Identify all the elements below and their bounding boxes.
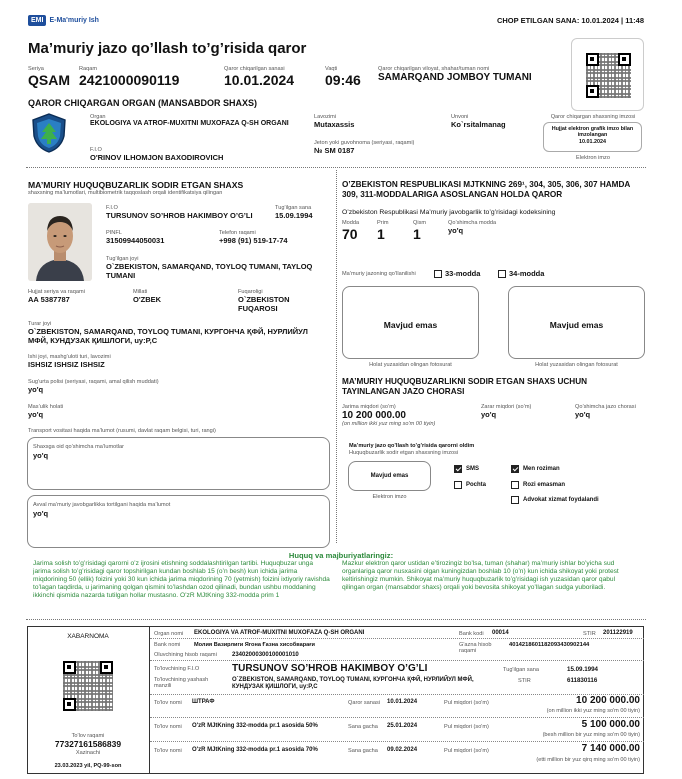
- tolov-raqami-value: 77327161586839: [54, 739, 122, 749]
- page-title: Ma’muriy jazo qo’llash to’g’risida qaror: [28, 40, 307, 57]
- pay-row-1-amount: 10 200 000.00: [576, 695, 640, 706]
- penalty-extra-value: yo'q: [575, 410, 591, 419]
- pay-row-2-amount-label: Pul miqdori (so'm): [444, 724, 489, 730]
- pay-row-1-date-label: Qaror sanasi: [348, 700, 381, 706]
- extra-info-value: yo'q: [33, 451, 49, 460]
- offender-sign-status: Mavjud emas: [370, 473, 409, 479]
- birthplace-value: O`ZBEKISTON, SAMARQAND, TOYLOQ TUMANI, TAYLOQ TUMANI: [106, 262, 313, 280]
- extra-info-box: [27, 437, 330, 490]
- date-label: Qaror chiqarilgan sanasi: [224, 66, 285, 72]
- photo-2-caption: Holat yuzasidan olingan fotosurat: [535, 362, 618, 368]
- date-value: 10.01.2024: [224, 72, 295, 88]
- offender-section-sub: shaxsning ma’lumotlari, multibiometrik taqqoslash orqali identifikatsiya qilingan: [28, 190, 223, 196]
- divider: [336, 170, 337, 543]
- region-label: Qaror chiqarilgan viloyat, shahar/tuman nomi: [378, 66, 490, 72]
- prev-info-box: [27, 495, 330, 548]
- applied-label: Ma’muriy jazoning qo’llanilishi: [342, 271, 416, 277]
- photo-1-caption: Holat yuzasidan olingan fotosurat: [369, 362, 452, 368]
- birthplace-label: Tug’ilgan joyi: [106, 256, 139, 262]
- logo-text: E-Ma'muriy Ish: [49, 17, 99, 24]
- offender-section-title: MA’MURIY HUQUQBUZARLIK SODIR ETGAN SHAXS: [28, 180, 244, 190]
- fio-label: F.I.O: [90, 147, 102, 153]
- offender-birth-label: Tug’ilgan sana: [275, 205, 312, 211]
- prev-info-label: Avval ma’muriy javobgarlikka tortilgani haqida ma’lumot: [33, 502, 171, 508]
- logo-badge: EMI: [28, 15, 46, 26]
- address-label: Turar joyi: [28, 321, 52, 327]
- offender-sign-caption: Elektron imzo: [372, 494, 407, 500]
- region-value: SAMARQAND JOMBOY TUMANI: [378, 72, 532, 83]
- jeton-label: Jeton yoki guvohnoma (seriyasi, raqami): [314, 140, 415, 146]
- rights-title: Huquq va majburiyatlaringiz:: [288, 551, 394, 560]
- pochta-checkbox[interactable]: [454, 481, 462, 489]
- pay-row-1-date: 10.01.2024: [387, 699, 418, 705]
- payer-addr-label: To'lovchining yashash manzili: [154, 677, 209, 690]
- seriya-label: Seriya: [28, 66, 44, 72]
- extra-info-label: Shaxsga oid qo’shimcha ma’lumotlar: [33, 444, 124, 450]
- inv-organ-label: Organ nomi: [154, 631, 184, 637]
- rights-right-text: Mazkur elektron qaror ustidan e’tirozingiz bo’lsa, tuman (shahar) ma’muriy ishlar bo’yicha sud organlariga qaror nusxasini olgan kuningizdan boshlab 10 (o’n) kun ichida shikoyat yoki protest keltirishingiz mumkin. Shikoyat ma’muriy huquqbuzarlik to’g’risidagi ish yuzasidan qaror qabul qilingan organ (mansabdor shaxs) orqali yoki bevosita shikoyat yo’llagan sudga yuboriladi.: [342, 560, 619, 591]
- pay-row-2-date: 25.01.2024: [387, 723, 418, 729]
- pay-row-2-date-label: Sana gacha: [348, 724, 378, 730]
- organ-value: EKOLOGIYA VA ATROF-MUXITNI MUXOFAZA Q-SH ORGANI: [90, 120, 289, 127]
- law-extra-label: Qo’shimcha modda: [448, 220, 497, 226]
- rozi-emasman-label: Rozi emasman: [523, 482, 566, 488]
- art34-checkbox[interactable]: [498, 270, 506, 278]
- organ-label: Organ: [90, 114, 106, 120]
- work-value: ISHSIZ ISHSIZ ISHSIZ: [28, 360, 105, 369]
- print-date: CHOP ETILGAN SANA: 10.01.2024 | 11:48: [496, 16, 644, 25]
- payer-stir-label: STIR: [518, 678, 531, 684]
- payer-value: TURSUNOV SO’HROB HAKIMBOY O’G’LI: [232, 663, 428, 674]
- stir-label: STIR: [583, 631, 596, 637]
- payer-birth-value: 15.09.1994: [567, 666, 598, 673]
- penalty-extra-label: Qo’shimcha jazo chorasi: [575, 404, 636, 410]
- art33-label: 33-modda: [445, 269, 481, 278]
- payer-addr-value: O`ZBEKISTON, SAMARQAND, TOYLOQ TUMANI, КУРГОНЧА ҚФЙ, НУРЛИЙУЛ МФЙ, КУНДУЗАК ҚИШЛОГИ, uy:P,C: [232, 677, 474, 690]
- sms-checkbox[interactable]: [454, 465, 462, 473]
- phone-value: +998 (91) 519-17-74: [219, 236, 288, 245]
- pay-row-1-words: (on million ikki yuz ming so'm 00 tiyin): [546, 708, 640, 714]
- rights-left-text: Jarima solish to’g’risidagi qarorni o’z ijrosini etishning soddalashtirilgan tartibi. Huquqbuzar unga jarima solish to’g’risidagi qaror topshirilgan kundan boshlab 15 (o’n besh) kun ichida jarima miqdorining 50 (ellik) foizini yoki 30 kun ichida jarima miqdorining 70 (yetmish) foizini ixtiyoriy ravishda to’lagan taqdirda, u jarimaning qolgan qismini to’lashdan ozod qilinadi, bundan ushbu moddaning ikkinchi qismida nazarda tutilgan hollar mustasno. O’zR MJtKning 332-modda prim 1: [33, 560, 330, 599]
- unvon-label: Unvoni: [451, 114, 469, 120]
- modda-label: Modda: [342, 220, 360, 226]
- raqam-label: Raqam: [79, 66, 98, 72]
- work-label: Ishi joyi, mashg’uloti turi, lavozimi: [28, 354, 111, 360]
- prim-value: 1: [377, 226, 385, 242]
- pay-row-2-words: (besh million bir yuz ming so'm 00 tiyin): [542, 732, 640, 738]
- photo-1-status: Mavjud emas: [383, 320, 438, 330]
- men-roziman-label: Men roziman: [523, 466, 560, 472]
- received-sub: Huquqbuzarlik sodir etgan shaxsning imzosi: [349, 450, 459, 456]
- photo-box-2: [508, 286, 645, 359]
- lavozim-label: Lavozimi: [314, 114, 337, 120]
- offender-birth-value: 15.09.1994: [275, 211, 313, 220]
- pochta-label: Pochta: [466, 482, 487, 488]
- xabarnoma-title: XABARNOMA: [67, 633, 109, 640]
- photo-2-status: Mavjud emas: [549, 320, 604, 330]
- organ-sign-text: Hujjat elektron grafik imzo bilan imzolangan: [551, 126, 634, 139]
- inv-organ-value: EKOLOGIYA VA ATROF-MUXITNI MUXOFAZA Q-SH ORGANI: [194, 630, 365, 636]
- pay-row-3-type: O'zR MJtKning 332-modda pr.1 asosida 70%: [192, 747, 318, 753]
- fine-words: (on million ikki yuz ming so'm 00 tiyin): [342, 421, 436, 427]
- bank-value: Молия Вазирлиги Ягона Ғазна хисобварағи: [194, 642, 315, 648]
- payer-birth-label: Tug'ilgan sana: [503, 667, 540, 673]
- pay-row-1-amount-label: Pul miqdori (so'm): [444, 700, 489, 706]
- art34-label: 34-modda: [509, 269, 545, 278]
- offender-fio-label: F.I.O: [106, 205, 118, 211]
- transport-label: Transport vositasi haqida ma’lumot (rusumi, davlat raqam belgisi, turi, rangi): [28, 428, 216, 434]
- jeton-value: № SM 0187: [314, 146, 355, 155]
- qism-label: Qism: [413, 220, 427, 226]
- payer-stir-value: 611830116: [567, 677, 598, 684]
- nation-label: Millati: [133, 289, 148, 295]
- pay-row-2-type: O'zR MJtKning 332-modda pr.1 asosida 50%: [192, 723, 318, 729]
- passport-label: Hujjat seriya va raqami: [28, 289, 85, 295]
- organ-sign-box: [543, 122, 642, 152]
- app-logo: [28, 14, 99, 27]
- prev-info-value: yo'q: [33, 509, 49, 518]
- pay-row-2-amount: 5 100 000.00: [581, 719, 640, 730]
- photo-box-1: [342, 286, 479, 359]
- bank-code-value: 00014: [492, 630, 509, 636]
- divider: [26, 167, 646, 168]
- qr-code-main: [571, 38, 644, 111]
- prim-label: Prim: [377, 220, 389, 226]
- gazna-label: G'azna hisob raqami: [459, 642, 492, 655]
- nation-value: O'ZBEK: [133, 295, 162, 304]
- payer-label: To'lovchining F.I.O: [154, 666, 200, 672]
- insurance-value: yo'q: [28, 385, 44, 394]
- insurance-label: Sug’urta polisi (seriyasi, raqami, amal qilish muddati): [28, 379, 159, 385]
- organ-section-title: QAROR CHIQARGAN ORGAN (MANSABDOR SHAXS): [28, 98, 257, 108]
- citizen-value: O`ZBEKISTON FUQAROSI: [238, 295, 290, 313]
- time-value: 09:46: [325, 72, 361, 88]
- advokat-checkbox[interactable]: [511, 496, 519, 504]
- pay-row-1-type: ШТРАФ: [192, 699, 215, 705]
- bank-code-label: Bank kodi: [459, 631, 484, 637]
- raqam-value: 2421000090119: [79, 72, 180, 88]
- damage-label: Zarar miqdori (so’m): [481, 404, 532, 410]
- time-label: Vaqti: [325, 66, 338, 72]
- qism-value: 1: [413, 226, 421, 242]
- lavozim-value: Mutaxassis: [314, 120, 355, 129]
- law-section-title: O’ZBEKISTON RESPUBLIKASI MJTKNING 269¹, 304, 305, 306, 307 HAMDA 309, 311-MODDALARIGA ASOSLANGAN HOLDA QAROR: [342, 180, 631, 199]
- unvon-value: Ko`rsitalmanag: [451, 120, 506, 129]
- phone-label: Telefon raqami: [219, 230, 256, 236]
- pay-row-3-amount-label: Pul miqdori (so'm): [444, 748, 489, 754]
- kazna-label: Xazinachi: [75, 750, 101, 756]
- invoice-left-divider: [149, 626, 150, 774]
- pay-row-3-date-label: Sana gacha: [348, 748, 378, 754]
- property-label: Mas’ulik holati: [28, 404, 64, 410]
- rozi-emasman-checkbox[interactable]: [511, 481, 519, 489]
- tolov-raqami-label: To'lov raqami: [71, 733, 105, 739]
- advokat-label: Advokat xizmat foydalandi: [523, 497, 599, 503]
- divider: [26, 619, 646, 620]
- received-label: Ma’muriy jazo qo’llash to’g’risida qarorni oldim: [349, 443, 475, 449]
- art33-checkbox[interactable]: [434, 270, 442, 278]
- modda-value: 70: [342, 226, 358, 242]
- qr-code-invoice: [63, 661, 113, 711]
- offender-fio-value: TURSUNOV SO’HROB HAKIMBOY O’G’LI: [106, 211, 253, 220]
- organ-sign-date: 10.01.2024: [579, 138, 606, 145]
- organ-sign-caption: Qaror chiqargan shaxsning imzosi: [550, 114, 636, 120]
- offender-photo: [28, 203, 92, 281]
- sms-label: SMS: [466, 466, 480, 472]
- address-value: O`ZBEKISTON, SAMARQAND, TOYLOQ TUMANI, КУРГОНЧА ҚФЙ, НУРЛИЙУЛ МФЙ, КУНДУЗАК ҚИШЛОГИ, uy:P,C: [28, 327, 308, 345]
- code-label: O’zbekiston Respublikasi Ma’muriy javobgarlik to’g’risidagi kodeksining: [342, 209, 556, 216]
- pay-row-1-type-label: To'lov nomi: [154, 700, 182, 706]
- fine-label: Jarima miqdori (so’m): [342, 404, 396, 410]
- stir-value: 201122919: [603, 630, 633, 636]
- shield-icon: [30, 112, 68, 154]
- fio-value: O'RINOV ILHOMJON BAXODIROVICH: [90, 153, 224, 162]
- offender-sign-box: [348, 461, 431, 491]
- penalty-section-title: MA’MURIY HUQUQBUZARLIKNI SODIR ETGAN SHAXS UCHUN TAYINLANGAN JAZO CHORASI: [342, 377, 588, 396]
- pay-row-3-type-label: To'lov nomi: [154, 748, 182, 754]
- acc-label: Oluvchining hisob raqami: [154, 652, 217, 658]
- citizen-label: Fuqaroligi: [238, 289, 263, 295]
- passport-value: AA 5387787: [28, 295, 70, 304]
- seriya-value: QSAM: [28, 72, 70, 88]
- fine-value: 10 200 000.00: [342, 410, 406, 421]
- kazna-date: 23.03.2023 yil, PQ-99-son: [54, 763, 122, 769]
- property-value: yo'q: [28, 410, 44, 419]
- gazna-value: 4014218601182093430902144: [509, 642, 590, 648]
- damage-value: yo'q: [481, 410, 497, 419]
- pay-row-3-date: 09.02.2024: [387, 747, 418, 753]
- pinfl-label: PINFL: [106, 230, 122, 236]
- pay-row-3-words: (etti million bir yuz qirq ming so'm 00 tiyin): [536, 757, 640, 763]
- bank-label: Bank nomi: [154, 642, 181, 648]
- pay-row-3-amount: 7 140 000.00: [581, 743, 640, 754]
- pay-row-2-type-label: To'lov nomi: [154, 724, 182, 730]
- organ-sign-footer: Elektron imzo: [576, 155, 610, 161]
- men-roziman-checkbox[interactable]: [511, 465, 519, 473]
- acc-value: 23402000300100001010: [232, 652, 299, 658]
- law-extra-value: yo'q: [448, 226, 464, 235]
- pinfl-value: 31509944050031: [106, 236, 165, 245]
